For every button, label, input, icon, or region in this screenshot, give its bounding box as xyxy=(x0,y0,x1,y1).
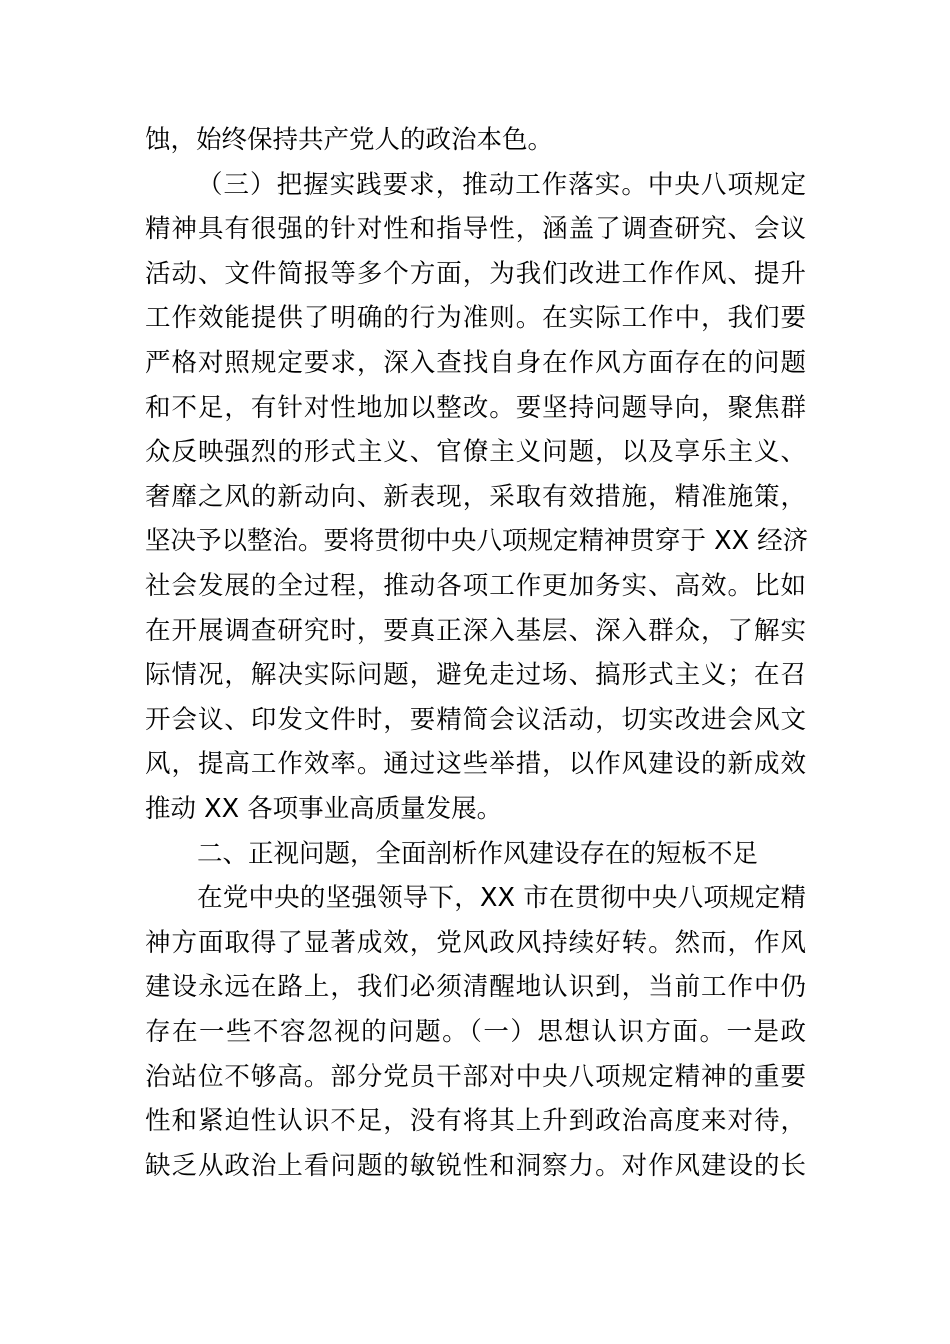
text-line: （三）把握实践要求，推动工作落实。中央八项规定 xyxy=(197,169,806,200)
text-line: 工作效能提供了明确的行为准则。在实际工作中，我们要 xyxy=(145,303,806,334)
text-line: 风，提高工作效率。通过这些举措，以作风建设的新成效 xyxy=(145,749,806,780)
text-line: 开会议、印发文件时，要精简会议活动，切实改进会风文 xyxy=(145,704,806,735)
text-line: 存在一些不容忽视的问题。（一）思想认识方面。一是政 xyxy=(145,1017,806,1047)
text-line: 在开展调查研究时，要真正深入基层、深入群众，了解实 xyxy=(145,615,806,646)
text-line: 社会发展的全过程，推动各项工作更加务实、高效。比如 xyxy=(145,571,806,601)
text-line: 缺乏从政治上看问题的敏锐性和洞察力。对作风建设的长 xyxy=(145,1150,806,1181)
text-line: 奢靡之风的新动向、新表现，采取有效措施，精准施策， xyxy=(145,481,806,512)
text-line: 神方面取得了显著成效，党风政风持续好转。然而，作风 xyxy=(145,927,806,958)
text-line: 治站位不够高。部分党员干部对中央八项规定精神的重要 xyxy=(145,1061,806,1092)
text-line: 性和紧迫性认识不足，没有将其上升到政治高度来对待， xyxy=(145,1106,806,1137)
text-line: 在党中央的坚强领导下，XX 市在贯彻中央八项规定精 xyxy=(197,883,806,914)
text-line: 蚀，始终保持共产党人的政治本色。 xyxy=(145,125,554,155)
text-line: 精神具有很强的针对性和指导性，涵盖了调查研究、会议 xyxy=(145,214,806,245)
text-line: 严格对照规定要求，深入查找自身在作风方面存在的问题 xyxy=(145,348,806,378)
text-line: 众反映强烈的形式主义、官僚主义问题，以及享乐主义、 xyxy=(145,437,806,468)
text-line: 活动、文件简报等多个方面，为我们改进工作作风、提升 xyxy=(145,258,806,289)
text-line: 际情况，解决实际问题，避免走过场、搞形式主义；在召 xyxy=(145,660,806,691)
text-line: 和不足，有针对性地加以整改。要坚持问题导向，聚焦群 xyxy=(145,392,806,423)
text-line: 建设永远在路上，我们必须清醒地认识到，当前工作中仍 xyxy=(145,972,806,1003)
section-heading: 二、正视问题，全面剖析作风建设存在的短板不足 xyxy=(197,838,759,869)
text-line: 坚决予以整治。要将贯彻中央八项规定精神贯穿于 XX 经济 xyxy=(145,526,809,557)
text-line: 推动 XX 各项事业高质量发展。 xyxy=(145,794,503,824)
